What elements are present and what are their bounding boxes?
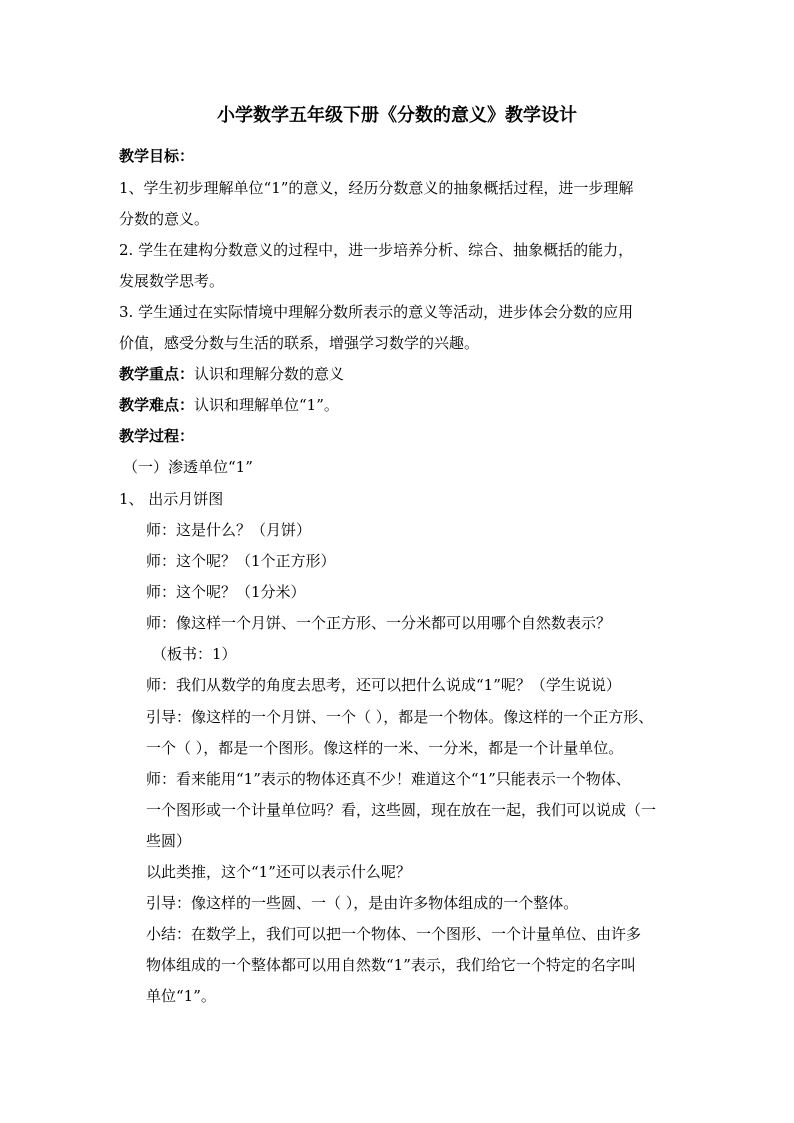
dialogue-line: 师：我们从数学的角度去思考，还可以把什么说成“1”呢？（学生说说） bbox=[146, 676, 621, 694]
goal-3-line-1: 3. 学生通过在实际情境中理解分数所表示的意义等活动，进步体会分数的应用 bbox=[119, 303, 634, 321]
goal-2-line-1: 2. 学生在建构分数意义的过程中，进一步培养分析、综合、抽象概括的能力， bbox=[119, 241, 634, 259]
step-1-heading: 1、 出示月饼图 bbox=[119, 490, 224, 508]
key-point bbox=[119, 363, 344, 385]
dialogue-line: 引导：像这样的一个月饼、一个（ ），都是一个物体。像这样的一个正方形、 bbox=[146, 708, 654, 726]
document-title: 小学数学五年级下册《分数的意义》教学设计 bbox=[217, 105, 577, 126]
dialogue-line: 引导：像这样的一些圆、一（ ），是由许多物体组成的一个整体。 bbox=[146, 894, 579, 912]
difficulty-text: 认识和理解单位“1”。 bbox=[194, 396, 339, 414]
dialogue-line: 一个（ ），都是一个图形。像这样的一米、一分米，都是一个计量单位。 bbox=[146, 739, 624, 757]
goal-3-line-2: 价值，感受分数与生活的联系，增强学习数学的兴趣。 bbox=[119, 334, 480, 352]
board-note: （板书：1） bbox=[152, 645, 237, 663]
goal-1-line-1: 1、学生初步理解单位“1”的意义，经历分数意义的抽象概括过程，进一步理解 bbox=[119, 179, 634, 197]
goal-1-line-2: 分数的意义。 bbox=[119, 210, 210, 228]
dialogue-line: 些圆） bbox=[146, 832, 192, 850]
summary-line: 小结：在数学上，我们可以把一个物体、一个图形、一个计量单位、由许多 bbox=[146, 925, 642, 943]
key-point-label: 教学重点： bbox=[119, 365, 195, 383]
dialogue-line: 师：看来能用“1”表示的物体还真不少！难道这个“1”只能表示一个物体、 bbox=[146, 770, 631, 788]
dialogue-line: 师：像这样一个月饼、一个正方形、一分米都可以用哪个自然数表示？ bbox=[146, 614, 612, 632]
dialogue-line: 师：这个呢？（1个正方形） bbox=[146, 552, 336, 570]
dialogue-line: 师：这个呢？（1分米） bbox=[146, 583, 306, 601]
goals-heading: 教学目标： bbox=[119, 147, 195, 165]
key-point-text: 认识和理解分数的意义 bbox=[194, 365, 345, 383]
dialogue-line: 师：这是什么？（月饼） bbox=[146, 521, 312, 539]
goal-2-line-2: 发展数学思考。 bbox=[119, 272, 225, 290]
dialogue-line: 一个图形或一个计量单位吗？看，这些圆，现在放在一起，我们可以说成（一 bbox=[146, 801, 657, 819]
summary-line: 物体组成的一个整体都可以用自然数“1”表示，我们给它一个特定的名字叫 bbox=[146, 956, 636, 974]
dialogue-line: 以此类推，这个“1”还可以表示什么呢？ bbox=[146, 863, 411, 881]
summary-line: 单位“1”。 bbox=[146, 987, 216, 1005]
difficulty-label: 教学难点： bbox=[119, 396, 195, 414]
process-heading: 教学过程： bbox=[119, 427, 195, 445]
difficulty bbox=[119, 394, 339, 416]
section-1-heading: （一）渗透单位“1” bbox=[123, 458, 253, 476]
